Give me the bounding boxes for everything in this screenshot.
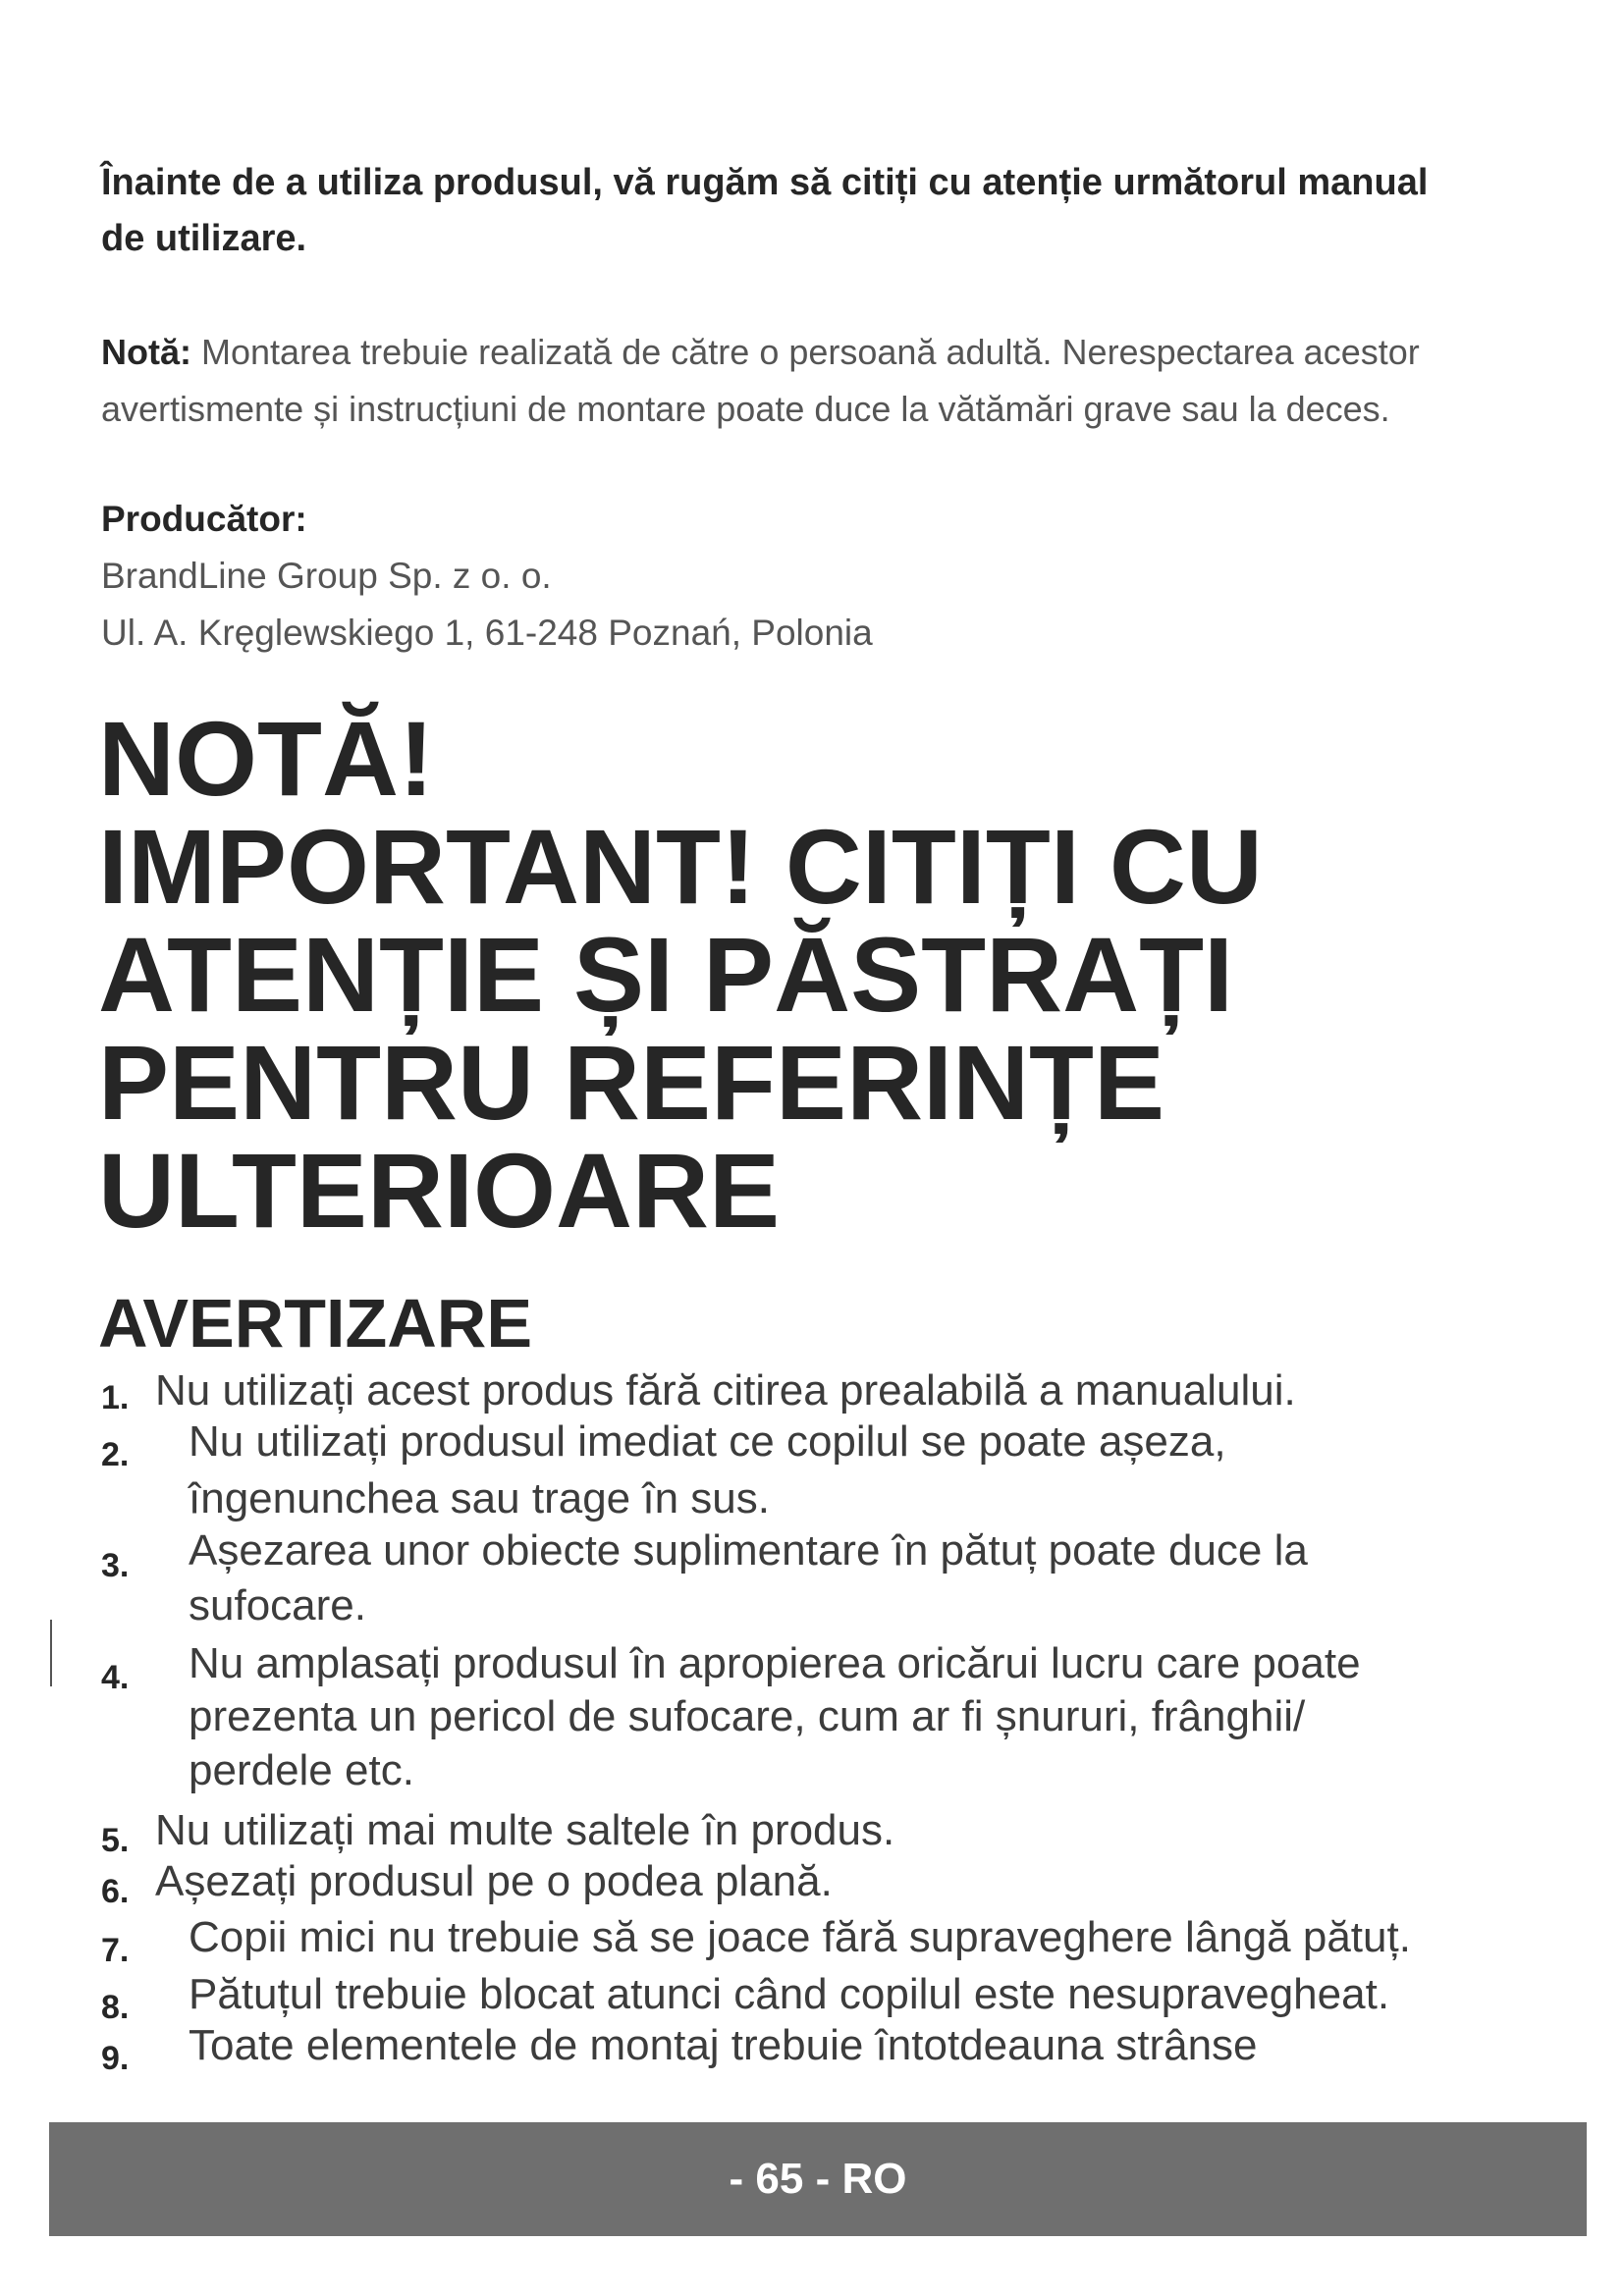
note-label: Notă: [101, 332, 191, 372]
page-number: - 65 - RO [729, 2155, 907, 2203]
list-item-text: Așezați produsul pe o podea plană. [155, 1857, 833, 1905]
intro-line-1: Înainte de a utiliza produsul, vă rugăm să citiți cu atenție următorul manual [101, 162, 1429, 203]
page-footer [49, 2122, 1587, 2236]
producer-label: Producător: [101, 499, 307, 539]
list-item-number: 6. [101, 1873, 130, 1910]
list-item-text: Nu utilizați produsul imediat ce copilul se poate așeza, [189, 1417, 1226, 1466]
list-item-text: Nu utilizați acest produs fără citirea prealabilă a manualului. [155, 1366, 1296, 1415]
margin-mark [50, 1620, 52, 1686]
list-item-number: 5. [101, 1822, 130, 1859]
list-item-number: 9. [101, 2040, 130, 2077]
list-item-text: perdele etc. [189, 1746, 414, 1794]
list-item-number: 2. [101, 1436, 130, 1473]
list-item-number: 7. [101, 1932, 130, 1969]
list-item-text: Toate elementele de montaj trebuie întotdeauna strânse [189, 2021, 1258, 2069]
note-text-1: Montarea trebuie realizată de către o persoană adultă. Nerespectarea acestor [191, 332, 1420, 372]
producer-company: BrandLine Group Sp. z o. o. [101, 556, 552, 596]
list-item-text: Copii mici nu trebuie să se joace fără supraveghere lângă pătuț. [189, 1913, 1411, 1961]
list-item-text: prezenta un pericol de sufocare, cum ar fi șnururi, frânghii/ [189, 1692, 1306, 1740]
headline-row: PENTRU REFERINȚE [98, 1023, 1165, 1142]
list-item-text: Nu utilizați mai multe saltele în produs. [155, 1806, 895, 1854]
headline-row: ULTERIOARE [98, 1131, 780, 1250]
list-item-number: 8. [101, 1989, 130, 2026]
list-item-text: îngenunchea sau trage în sus. [189, 1474, 770, 1522]
intro-line-2: de utilizare. [101, 218, 307, 259]
producer-address: Ul. A. Kręglewskiego 1, 61-248 Poznań, Polonia [101, 613, 873, 653]
headline-row: ATENȚIE ȘI PĂSTRAȚI [98, 915, 1234, 1034]
note-line-2: avertismente și instrucțiuni de montare poate duce la vătămări grave sau la deces. [101, 389, 1390, 429]
headline-row: IMPORTANT! CITIȚI CU [98, 807, 1263, 926]
list-item-text: sufocare. [189, 1581, 366, 1629]
list-item-text: Așezarea unor obiecte suplimentare în pătuț poate duce la [189, 1526, 1308, 1575]
list-item-number: 3. [101, 1547, 130, 1584]
headline-row: NOTĂ! [98, 699, 434, 818]
list-item-text: Nu amplasați produsul în apropierea oricărui lucru care poate [189, 1639, 1361, 1687]
list-item-number: 1. [101, 1379, 130, 1416]
list-item-number: 4. [101, 1659, 130, 1696]
warning-title: AVERTIZARE [98, 1285, 533, 1362]
list-item-text: Pătuțul trebuie blocat atunci când copilul este nesupravegheat. [189, 1970, 1390, 2018]
